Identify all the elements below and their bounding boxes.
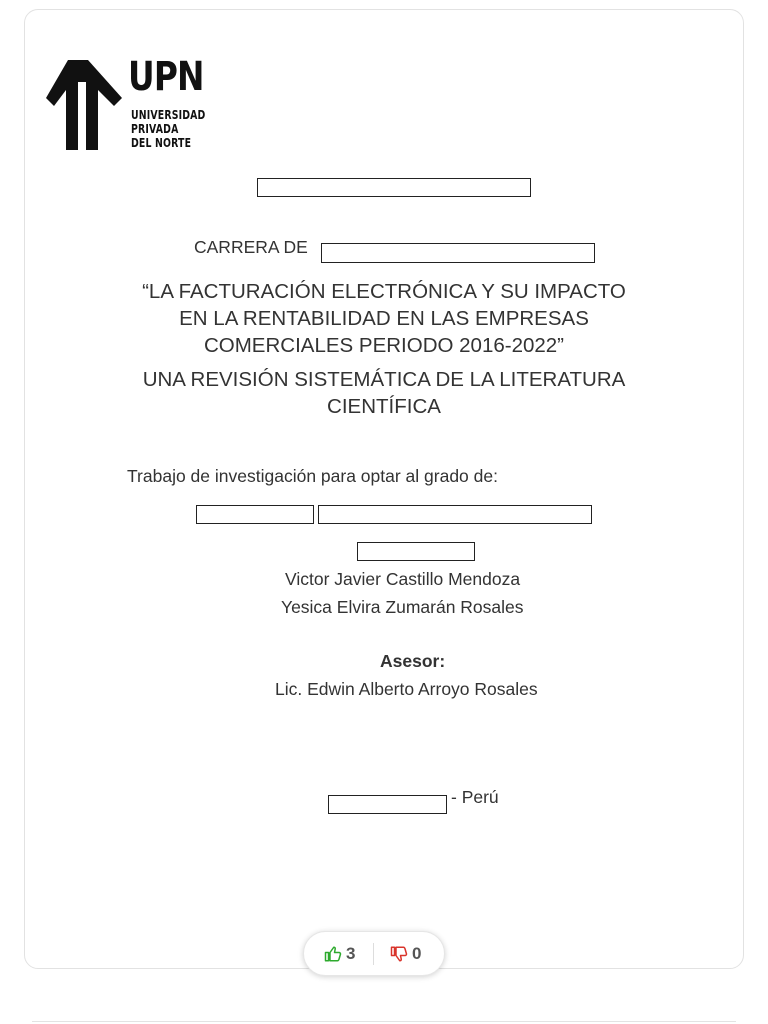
logo-wordmark: UPN: [128, 54, 204, 100]
title-line-3: COMERCIALES PERIODO 2016-2022”: [203, 334, 565, 357]
bottom-divider: [32, 1021, 736, 1022]
document-card: [24, 9, 744, 969]
location-suffix: - Perú: [451, 787, 499, 807]
logo-line-3: DEL NORTE: [131, 136, 192, 150]
like-count: 3: [346, 944, 356, 963]
author-2: Yesica Elvira Zumarán Rosales: [281, 597, 524, 617]
dislike-count: 0: [412, 944, 422, 963]
vote-divider: [373, 943, 374, 965]
thumbs-down-icon: [390, 945, 408, 963]
title-line-1: “LA FACTURACIÓN ELECTRÓNICA Y SU IMPACTO: [142, 280, 626, 303]
logo-line-1: UNIVERSIDAD: [131, 108, 206, 122]
redacted-field-city: [328, 795, 447, 814]
upn-logo: [46, 54, 216, 152]
advisor-name: Lic. Edwin Alberto Arroyo Rosales: [275, 679, 538, 699]
logo-line-2: PRIVADA: [131, 122, 179, 136]
redacted-field-carrera: [321, 243, 595, 263]
advisor-label: Asesor:: [380, 651, 446, 671]
author-1: Victor Javier Castillo Mendoza: [285, 569, 521, 589]
redacted-field-faculty: [257, 178, 531, 197]
degree-text: Trabajo de investigación para optar al grado de:: [127, 466, 498, 486]
vote-pill: [303, 931, 445, 976]
thumbs-up-icon: [324, 945, 342, 963]
like-button[interactable]: [324, 943, 355, 965]
upn-arrow-logo-mark: [46, 60, 122, 152]
redacted-field-degree-1: [196, 505, 314, 524]
subtitle-line-2: CIENTÍFICA: [327, 395, 441, 418]
redacted-field-degree-2: [318, 505, 592, 524]
redacted-field-authors-label: [357, 542, 475, 561]
dislike-button[interactable]: [390, 943, 421, 965]
title-line-2: EN LA RENTABILIDAD EN LAS EMPRESAS: [179, 307, 589, 330]
subtitle-line-1: UNA REVISIÓN SISTEMÁTICA DE LA LITERATURA: [142, 368, 626, 391]
carrera-label: CARRERA DE: [194, 237, 308, 257]
